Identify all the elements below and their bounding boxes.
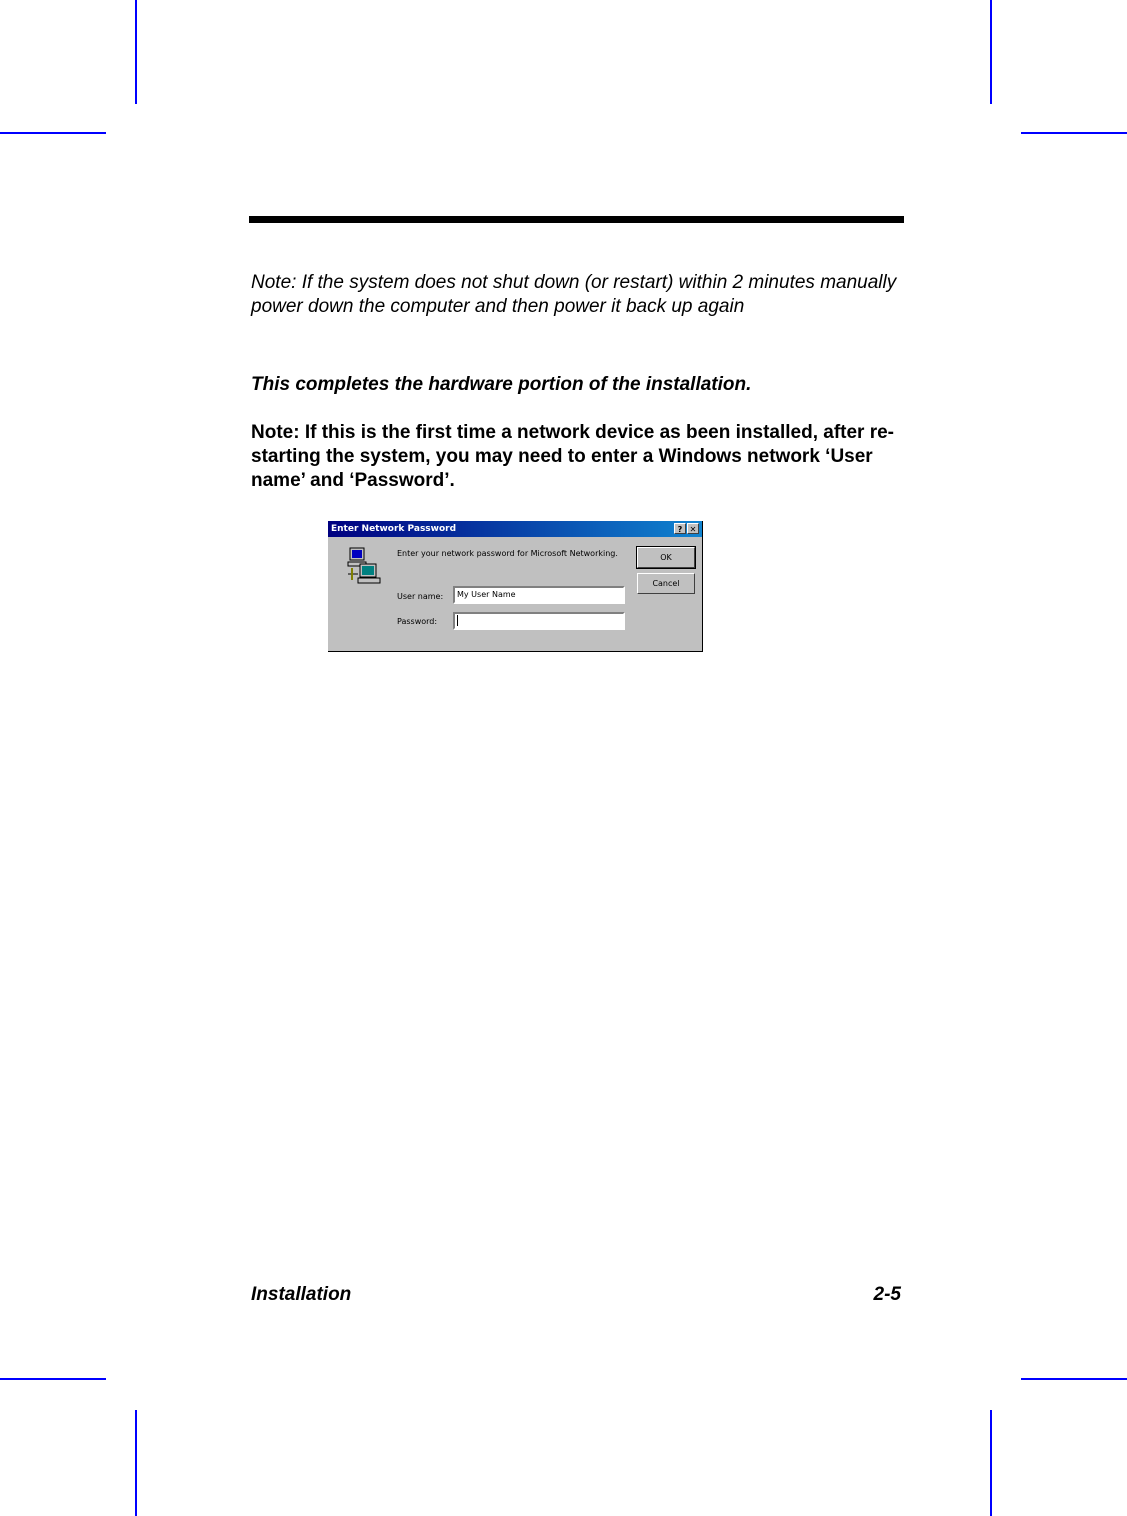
- password-field[interactable]: [453, 612, 625, 630]
- password-label: Password:: [397, 617, 438, 626]
- crop-mark: [135, 1410, 137, 1516]
- ok-button[interactable]: OK: [637, 547, 695, 568]
- user-name-field[interactable]: My User Name: [453, 586, 625, 604]
- dialog-title: Enter Network Password: [331, 524, 457, 534]
- footer-page-number: 2-5: [873, 1284, 901, 1305]
- crop-mark: [990, 1410, 992, 1516]
- crop-mark: [1021, 132, 1127, 134]
- crop-mark: [135, 0, 137, 104]
- user-name-label: User name:: [397, 592, 444, 601]
- network-login-note: Note: If this is the first time a network device as been installed, after re-starting the system, you may need to enter a Windows network ‘User name’ and ‘Password’.: [251, 422, 895, 491]
- shutdown-note: Note: If the system does not shut down (or restart) within 2 minutes manually power down the computer and then power it back up again: [251, 272, 897, 317]
- crop-mark: [990, 0, 992, 104]
- footer-section-title: Installation: [251, 1284, 352, 1305]
- close-button[interactable]: ✕: [687, 523, 699, 534]
- dialog-titlebar: [328, 521, 702, 537]
- enter-network-password-dialog: [328, 521, 703, 652]
- help-button[interactable]: ?: [674, 523, 686, 534]
- network-computers-icon: [344, 546, 384, 586]
- text-caret: [457, 615, 458, 626]
- completion-statement: This completes the hardware portion of the installation.: [251, 374, 752, 395]
- header-rule: [249, 216, 904, 223]
- dialog-prompt: Enter your network password for Microsoft Networking.: [397, 549, 618, 558]
- crop-mark: [0, 1378, 106, 1380]
- cancel-button[interactable]: Cancel: [637, 573, 695, 594]
- crop-mark: [1021, 1378, 1127, 1380]
- crop-mark: [0, 132, 106, 134]
